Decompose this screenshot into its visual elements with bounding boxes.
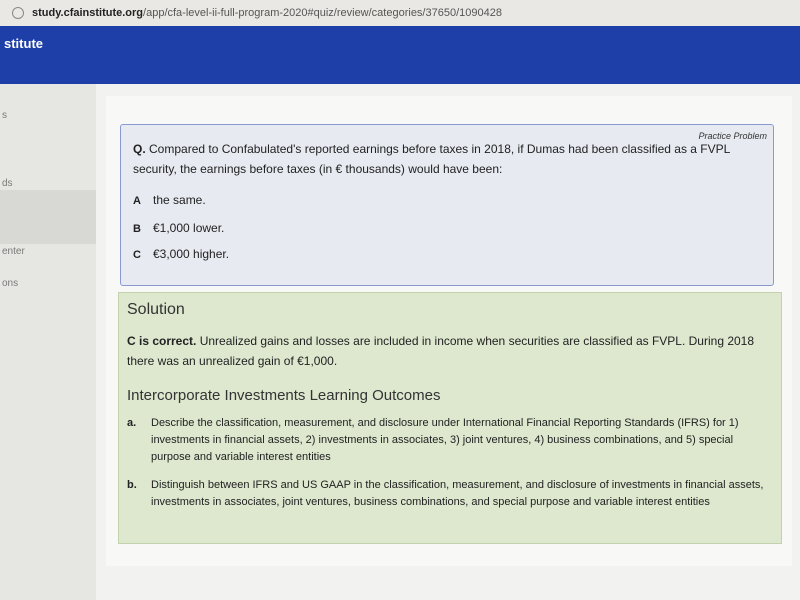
choice-text: the same. bbox=[153, 193, 206, 207]
sidebar-selected-highlight bbox=[0, 190, 96, 244]
solution-heading: Solution bbox=[127, 301, 185, 318]
solution-panel bbox=[118, 292, 782, 544]
question-text-block bbox=[133, 139, 753, 179]
outcome-marker: a. bbox=[127, 417, 137, 429]
outcome-marker: b. bbox=[127, 479, 137, 491]
sidebar-item-2[interactable]: ds bbox=[2, 178, 13, 189]
sidebar-item-1[interactable]: s bbox=[2, 110, 7, 121]
address-bar[interactable] bbox=[0, 0, 800, 26]
learning-outcome-a bbox=[127, 415, 767, 466]
practice-problem-tag: Practice Problem bbox=[698, 131, 767, 141]
sidebar-item-3[interactable]: enter bbox=[2, 246, 25, 257]
question-text: Compared to Confabulated's reported earnings before taxes in 2018, if Dumas had been classified as a FVPL security, the earnings before taxes (in € thousands) would have been: bbox=[133, 142, 730, 176]
outcome-text: Distinguish between IFRS and US GAAP in the classification, measurement, and disclosure of investments in financial assets, investments in associates, joint ventures, business combinations, and special purpose and variable interest entities bbox=[151, 479, 764, 508]
site-header bbox=[0, 26, 800, 84]
choice-a[interactable] bbox=[133, 193, 206, 207]
outcome-text: Describe the classification, measurement, and disclosure under International Financial Reporting Standards (IFRS) for 1) investments in financial assets, 2) investments in associates, 3) joint ventures, 4) business combinations, and 5) special purpose and variable interest entities bbox=[151, 417, 739, 463]
solution-text: Unrealized gains and losses are included in income when securities are classified as FVPL. During 2018 there was an unrealized gain of €1,000. bbox=[127, 334, 755, 368]
sidebar-item-4[interactable]: ons bbox=[2, 278, 19, 289]
choice-text: €3,000 higher. bbox=[153, 247, 230, 261]
learning-outcomes-heading: Intercorporate Investments Learning Outcomes bbox=[127, 387, 441, 404]
globe-icon bbox=[12, 7, 24, 19]
choice-c[interactable] bbox=[133, 247, 229, 261]
choice-letter: C bbox=[133, 249, 141, 261]
choice-text: €1,000 lower. bbox=[153, 221, 225, 235]
sidebar bbox=[0, 84, 96, 600]
url-host: study.cfainstitute.org bbox=[32, 7, 144, 19]
solution-lead: C is correct. bbox=[127, 334, 197, 348]
choice-letter: A bbox=[133, 195, 141, 207]
choice-letter: B bbox=[133, 223, 141, 235]
brand-logo-text[interactable]: stitute bbox=[4, 36, 43, 51]
choice-b[interactable] bbox=[133, 221, 224, 235]
learning-outcome-b bbox=[127, 477, 767, 511]
question-marker: Q. bbox=[133, 142, 146, 156]
question-card bbox=[120, 124, 774, 286]
url-path: /app/cfa-level-ii-full-program-2020#quiz/review/categories/37650/1090428 bbox=[143, 7, 502, 19]
solution-text-block bbox=[127, 331, 767, 371]
